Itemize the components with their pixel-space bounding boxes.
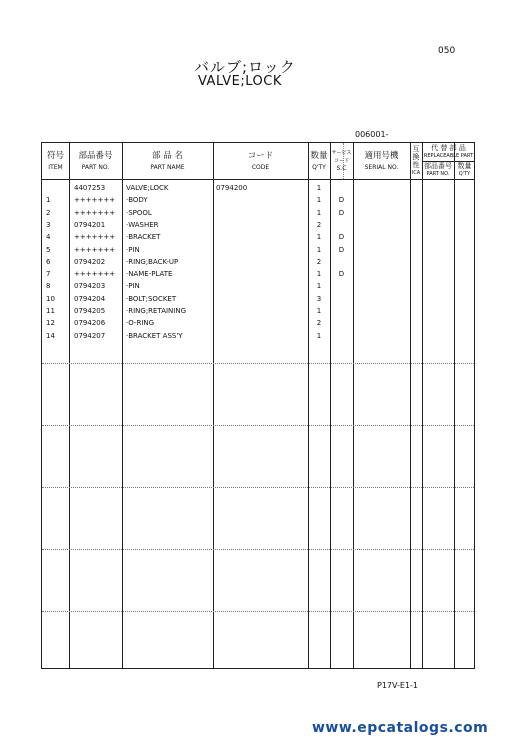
title-english: VALVE;LOCK [198, 74, 282, 89]
header-part-no: 部品番号 PART NO. [78, 151, 113, 171]
part-no-cell: 4407253 [74, 184, 106, 192]
part-no-cell: 0794207 [74, 331, 106, 340]
part-name-cell: VALVE;LOCK [126, 184, 169, 192]
header-item: 符号 ITEM [46, 151, 64, 171]
row-separator [42, 549, 474, 550]
qty-cell: 2 [316, 220, 322, 229]
item-cell: 8 [46, 282, 51, 291]
row-separator [42, 363, 474, 364]
col-divider [410, 143, 411, 668]
col-divider [122, 143, 123, 668]
qty-cell: 1 [316, 208, 322, 217]
item-cell: 12 [46, 319, 55, 328]
qty-cell: 2 [316, 257, 322, 266]
qty-cell: 1 [316, 282, 322, 291]
part-name-cell: ·BODY [126, 196, 148, 205]
qty-cell: 1 [316, 331, 322, 340]
service-code-cell: D [338, 208, 345, 217]
qty-cell: 1 [316, 307, 322, 315]
part-no-cell: 0794203 [74, 282, 106, 291]
qty-cell: 1 [316, 245, 322, 254]
item-cell: 4 [46, 233, 51, 242]
item-cell: 5 [46, 245, 51, 254]
qty-cell: 1 [316, 196, 322, 205]
item-cell: 1 [46, 196, 51, 205]
col-divider [422, 143, 423, 668]
qty-cell: 1 [316, 270, 322, 279]
item-cell: 7 [46, 270, 51, 279]
service-code-cell: D [338, 233, 345, 242]
col-divider [353, 143, 354, 668]
part-no-cell: 0794202 [74, 257, 106, 266]
part-no-cell: +++++++ [74, 245, 116, 254]
part-name-cell: ·SPOOL [126, 208, 152, 217]
code-cell: 0794200 [216, 184, 248, 192]
service-code-cell: D [338, 196, 345, 205]
part-name-cell: ·BRACKET ASS'Y [126, 331, 183, 340]
qty-cell: 3 [316, 294, 322, 303]
header-code: コード CODE [247, 151, 274, 171]
part-no-cell: +++++++ [74, 196, 116, 205]
item-cell: 2 [46, 208, 51, 217]
part-name-cell: ·BRACKET [126, 233, 161, 242]
row-separator [42, 611, 474, 612]
service-code-cell: D [338, 270, 345, 279]
part-name-cell: ·WASHER [126, 220, 159, 229]
header-repl-part-no: 部品番号 PART NO. [424, 162, 452, 177]
col-divider [213, 143, 214, 668]
title-japanese: バルブ;ロック [194, 58, 296, 76]
part-no-cell: 0794205 [74, 307, 106, 315]
part-no-cell: 0794204 [74, 294, 106, 303]
part-no-cell: +++++++ [74, 270, 116, 279]
part-name-cell: ·NAME-PLATE [126, 270, 173, 279]
item-cell: 14 [46, 331, 55, 340]
header-qty: 数量 Q'TY [310, 151, 328, 171]
part-name-cell: ·O-RING [126, 319, 155, 328]
qty-cell: 1 [316, 233, 322, 242]
service-code-cell: D [338, 245, 345, 254]
header-ica: 互換性 ICA [411, 145, 421, 176]
parts-table [41, 142, 475, 669]
part-no-cell: +++++++ [74, 233, 116, 242]
header-serial: 適用号機 SERIAL NO. [364, 151, 399, 171]
footer-code: P17V-E1-1 [377, 681, 419, 690]
serial-range: 006001- [355, 130, 389, 139]
col-divider [330, 143, 331, 668]
part-name-cell: ·PIN [126, 245, 140, 254]
item-cell: 6 [46, 257, 51, 266]
header-service-code: サービス コード S.C [331, 150, 352, 172]
part-name-cell: ·RING;BACK-UP [126, 257, 179, 266]
header-replaceable: 代 替 部 品 REPLACEABLE PART [423, 144, 474, 159]
item-cell: 10 [46, 294, 55, 303]
watermark: www.epcatalogs.com [312, 720, 489, 736]
part-name-cell: ·BOLT;SOCKET [126, 294, 177, 303]
col-divider [69, 143, 70, 668]
item-cell: 3 [46, 220, 51, 229]
part-no-cell: 0794206 [74, 319, 106, 328]
qty-cell: 2 [316, 319, 322, 328]
part-no-cell: 0794201 [74, 220, 106, 229]
part-no-cell: +++++++ [74, 208, 116, 217]
row-separator [42, 487, 474, 488]
part-name-cell: ·RING;RETAINING [126, 307, 187, 315]
row-separator [42, 425, 474, 426]
col-divider [454, 143, 455, 668]
page-number: 050 [438, 46, 456, 56]
header-repl-qty: 数量 Q'TY [457, 162, 472, 177]
part-name-cell: ·PIN [126, 282, 140, 291]
qty-cell: 1 [316, 184, 322, 192]
header-part-name: 部 品 名 PART NAME [150, 151, 185, 171]
item-cell: 11 [46, 307, 55, 315]
